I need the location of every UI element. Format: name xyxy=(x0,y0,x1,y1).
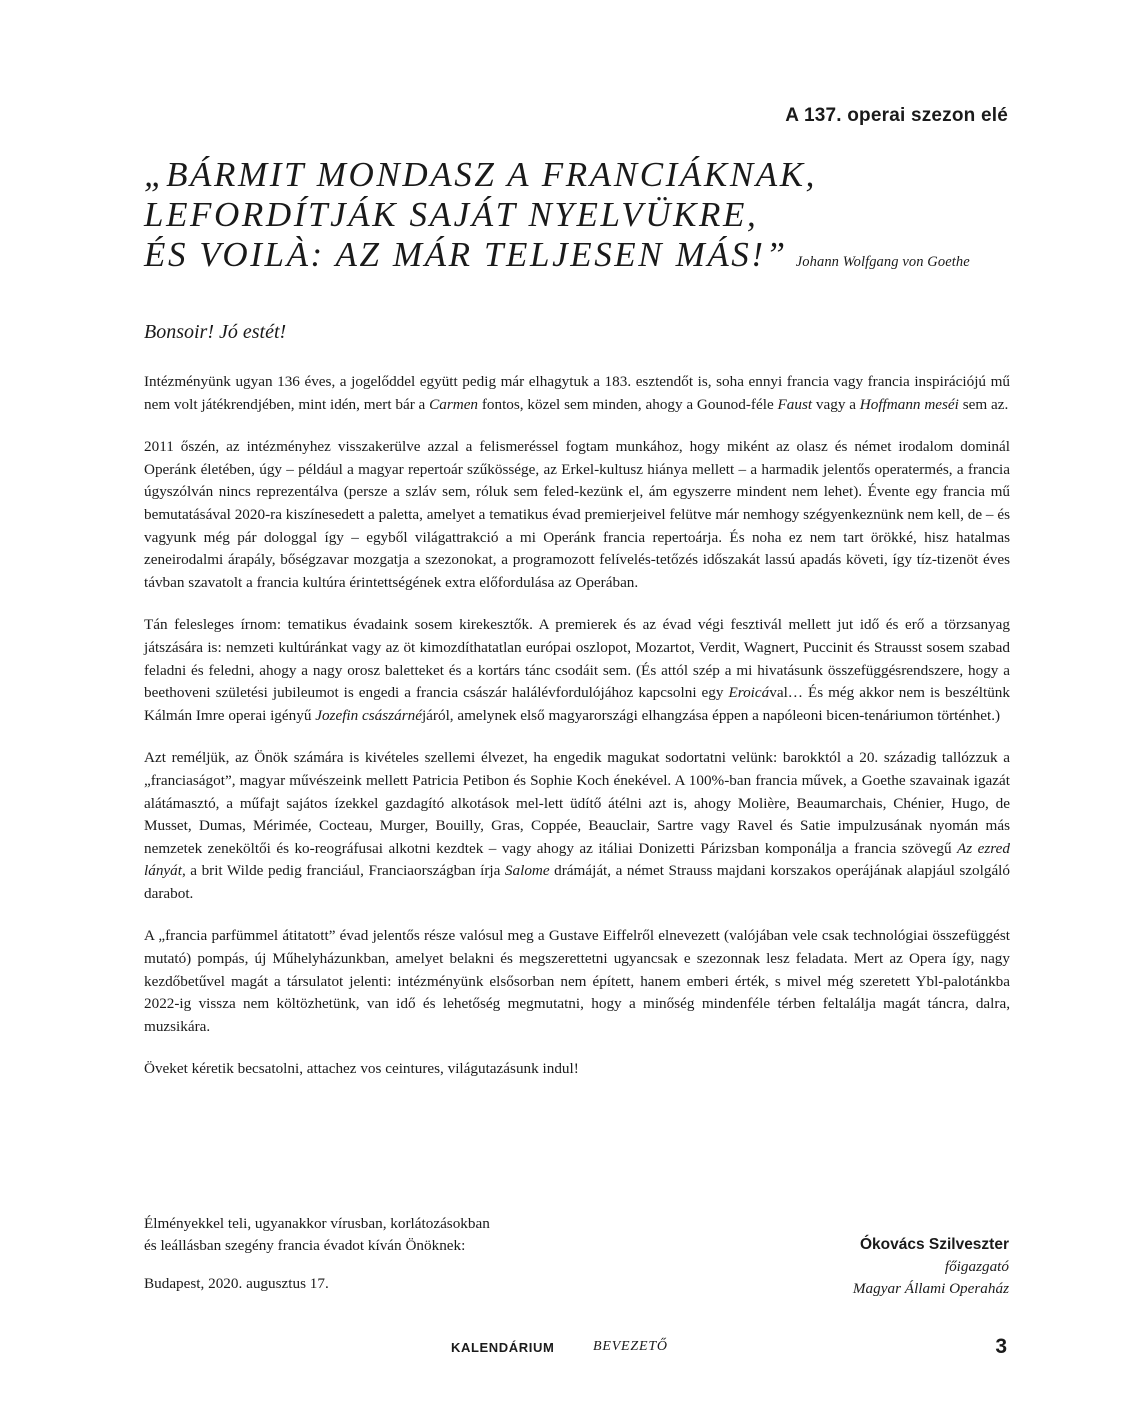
page-footer xyxy=(0,1335,1122,1362)
p1-text-b: fontos, közel sem minden, ahogy a Gounod-féle xyxy=(478,395,778,413)
signature-organization: Magyar Állami Operaház xyxy=(852,1280,1009,1297)
paragraph-1 xyxy=(144,371,1010,416)
p1-text-c: vagy a xyxy=(812,395,860,413)
title-faust: Faust xyxy=(777,395,813,413)
footer-chapter-label: BEVEZETŐ xyxy=(593,1339,668,1354)
closing-line-2: és leállásban szegény francia évadot kíván Önöknek: xyxy=(144,1236,466,1254)
p4-text-b: , a brit Wilde pedig franciául, Franciaországban írja xyxy=(181,862,505,880)
signature-title: főigazgató xyxy=(944,1258,1009,1275)
p3-text-b: val… És még akkor nem is beszéltünk Kálmán Imre operai igényű xyxy=(144,684,1010,724)
greeting-heading: Bonsoir! Jó estét! xyxy=(144,321,287,343)
quote-line-3 xyxy=(144,235,1014,282)
quote-line-3-text: ÉS VOILÀ: AZ MÁR TELJESEN MÁS!” xyxy=(144,235,788,274)
section-kicker: A 137. operai szezon elé xyxy=(785,105,1008,126)
footer-section-label: KALENDÁRIUM xyxy=(451,1340,555,1355)
paragraph-2: 2011 őszén, az intézményhez visszakerülve azzal a felismeréssel fogtam munkához, hogy miként az olasz és német irodalom dominál Operánk életében, úgy – például a magyar repertoár szűkössége, az Erkel-kultusz hiánya mellett – a harmadik jelentős operatermés, a francia úgyszólván nincs reprezentálva (persze a szláv sem, róluk sem feled-kezünk el, ám egyszerre mindent nem lehet). Évente egy francia mű bemutatásával 2020-ra kiszínesedett a paletta, amelyet a tematikus évad premierjeivel felütve már nemhogy szégyenkeznünk nem kell, de – és vagyunk még pár dologgal így – egyből világattrakció a mi Operánk francia repertoárja. És noha ez nem tart örökké, hisz hatalmas zeneirodalmi árapály, bőségzavar mozgatja a szezonokat, a programozott felívelés-tetőzés időszakát lassú apadás követi, így tíz-tizenöt éves távban szavatolt a francia kultúra érintettségének extra előfordulása az Operában. xyxy=(144,438,1010,591)
epigraph-quote xyxy=(144,155,1014,282)
paragraph-5: A „francia parfümmel átitatott” évad jelentős része valósul meg a Gustave Eiffelről elnevezett (valójában vele csak technológiai összefüggést mutató) pompás, új Műhelyházunkban, amelyet belakni és megszerettetni ugyancsak e szezonnak lesz feladata. Mert az Opera így, nagy kezdőbetűvel magát a társulatot jelenti: intézményünk elsősorban nem épített, hanem emberi érték, s mivel még szeretett Ybl-palotánkba 2022-ig vissza nem költözhetünk, van idő és lehetőség megmutatni, hogy a minőség mindenféle térben feltalálja magát táncra, dalra, muzsikára. xyxy=(144,927,1010,1035)
quote-author: Johann Wolfgang von Goethe xyxy=(795,254,970,270)
title-eroica: Eroicá xyxy=(728,684,770,702)
paragraph-4 xyxy=(144,747,1010,905)
closing-wish xyxy=(144,1213,624,1256)
paragraph-6: Öveket kéretik becsatolni, attachez vos ceintures, világutazásunk indul! xyxy=(144,1060,579,1078)
signature-block xyxy=(853,1234,1009,1300)
place-date: Budapest, 2020. augusztus 17. xyxy=(144,1275,329,1292)
title-hoffmann: Hoffmann meséi xyxy=(859,395,959,413)
p3-text-a: Tán felesleges írnom: tematikus évadaink sosem kirekesztők. A premierek és az évad végi fesztivál mellett jut idő és erő a törzsanyag játszására is: nemzeti kultúránkat vagy az öt kimozdíthatatlan európai oszlopot, Mozartot, Verdit, Wagnert, Puccinit és Strausst sosem szabad feladni és feledni, ahogy a nagy orosz baletteket és a kortárs tánc csodáit sem. (És attól szép a mi hivatásunk összefüggésrendszere, hogy a beethoveni születési jubileumot is engedi a francia császár halálévfordulójához kapcsolni egy xyxy=(144,616,1010,702)
quote-line-1: „BÁRMIT MONDASZ A FRANCIÁKNAK, xyxy=(144,155,818,194)
page-number: 3 xyxy=(995,1335,1007,1358)
signature-name: Ókovács Szilveszter xyxy=(859,1236,1009,1253)
title-carmen: Carmen xyxy=(429,395,479,413)
paragraph-3 xyxy=(144,614,1010,727)
p4-text-a: Azt reméljük, az Önök számára is kivételes szellemi élvezet, ha engedik magukat sodortatni velünk: barokktól a 20. századig tallózzuk a „franciaságot”, magyar művészeink mellett Patricia Petibon és Sophie Koch énekével. A 100%-ban francia művek, a Goethe szavainak igazát alátámasztó, a műfajt sajátos ízekkel gazdagító alkotások mel-lett üdítő átélni azt is, ahogy Molière, Beaumarchais, Chénier, Hugo, de Musset, Dumas, Mérimée, Cocteau, Murger, Bouilly, Gras, Coppée, Beauclair, Sartre vagy Ravel és Satie impulzusának nyomán más nemzetek zeneköltői és ko-reográfusai alkotni kezdtek – vagy ahogy az itáliai Donizetti Párizsban komponálja a francia szövegű xyxy=(144,749,1010,857)
p4-text-c: drámáját, a német Strauss majdani korszakos operájának alapjául szolgáló darabot. xyxy=(144,862,1010,902)
closing-line-1: Élményekkel teli, ugyanakkor vírusban, korlátozásokban xyxy=(144,1215,490,1232)
title-salome: Salome xyxy=(504,862,550,880)
p1-text-a: Intézményünk ugyan 136 éves, a jogelőddel együtt pedig már elhagytuk a 183. esztendőt is, soha ennyi francia vagy francia inspirációjú mű nem volt játékrendjében, mint idén, mert bár a xyxy=(144,373,1010,413)
p1-text-d: sem az. xyxy=(958,395,1009,413)
p3-text-c: járól, amelynek első magyarországi elhangzása éppen a napóleoni bicen-tenáriumon történhet.) xyxy=(421,706,1001,724)
title-ezred: Az ezred lányát xyxy=(144,839,1010,880)
title-jozefin: Jozefin császárné xyxy=(315,706,422,724)
quote-line-2: LEFORDÍTJÁK SAJÁT NYELVÜKRE, xyxy=(144,195,759,234)
article-body xyxy=(144,371,1010,1101)
